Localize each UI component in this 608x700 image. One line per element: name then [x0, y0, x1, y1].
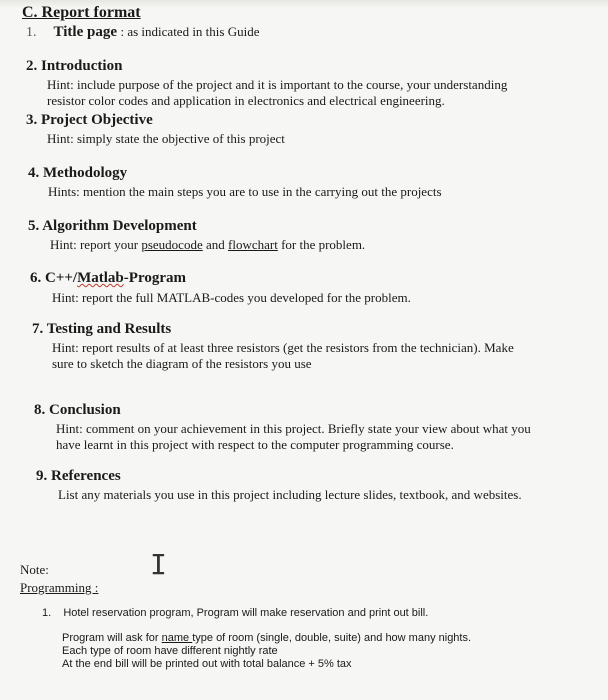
- item-label: Project Objective: [41, 112, 153, 128]
- note-detail-line: At the end bill will be printed out with total balance + 5% tax: [62, 658, 352, 670]
- item-hint-line: Hint: report the full MATLAB-codes you developed for the problem.: [52, 290, 411, 305]
- section-title: C. Report format: [22, 4, 141, 21]
- item-number: 8.: [34, 402, 46, 418]
- note-label: Note:: [20, 562, 49, 577]
- task-title: Hotel reservation program, Program will make reservation and print out bill.: [63, 607, 429, 619]
- detail-text: Program will ask for: [62, 632, 162, 644]
- item-hint-line: Hint: report results of at least three resistors (get the resistors from the technician). Make: [52, 340, 514, 355]
- item-number: 2.: [26, 58, 38, 74]
- item-hint-line: have learnt in this project with respect to the computer programming course.: [56, 437, 454, 452]
- item-number: 6.: [30, 270, 42, 286]
- item-hint: : as indicated in this Guide: [120, 24, 260, 39]
- item-label: Conclusion: [49, 402, 121, 418]
- item-testing: [32, 321, 171, 338]
- item-hint-line: [50, 237, 365, 252]
- item-hint-line: sure to sketch the diagram of the resistors you use: [52, 356, 312, 371]
- note-detail-line: [62, 632, 471, 644]
- task-number: 1.: [42, 607, 52, 619]
- item-hint-line: resistor color codes and application in electronics and electrical engineering.: [47, 93, 445, 108]
- hint-pseudocode: pseudocode: [141, 237, 203, 252]
- item-hint-line: Hint: comment on your achievement in this project. Briefly state your view about what you: [56, 421, 531, 436]
- detail-text: type of room (single, double, suite) and how many nights.: [192, 632, 472, 644]
- hint-text: Hint: report your: [50, 237, 142, 252]
- hint-text: and: [202, 237, 228, 252]
- item-objective: [26, 112, 153, 129]
- note-task: [42, 607, 428, 619]
- item-hint-line: Hints: mention the main steps you are to use in the carrying out the projects: [48, 184, 442, 199]
- item-number: 9.: [36, 468, 48, 484]
- item-label: Methodology: [43, 165, 128, 181]
- item-hint-line: Hint: simply state the objective of this project: [47, 131, 285, 146]
- item-number: 5.: [28, 218, 40, 234]
- item-conclusion: [34, 402, 121, 419]
- hint-flowchart: flowchart: [228, 237, 278, 252]
- text-cursor-icon: I: [150, 548, 167, 581]
- item-label: Title page: [53, 24, 117, 40]
- item-methodology: [28, 165, 127, 182]
- detail-name: name: [161, 632, 193, 644]
- item-program: [30, 270, 186, 287]
- item-hint-line: List any materials you use in this project including lecture slides, textbook, and websites.: [58, 487, 522, 502]
- hint-text: for the problem.: [277, 237, 366, 252]
- item-references: [36, 468, 121, 485]
- item-label-prefix: C++/: [45, 270, 78, 286]
- item-label: Algorithm Development: [42, 218, 197, 234]
- item-hint-line: Hint: include purpose of the project and it is important to the course, your understanding: [47, 77, 508, 92]
- item-label-suffix: -Program: [123, 270, 186, 286]
- note-programming: Programming :: [20, 580, 99, 595]
- item-introduction: [26, 58, 122, 75]
- item-number: 3.: [26, 112, 38, 128]
- item-title-page: [26, 24, 260, 41]
- item-number: 4.: [28, 165, 40, 181]
- item-label: Testing and Results: [46, 321, 172, 337]
- note-detail-line: Each type of room have different nightly rate: [62, 645, 278, 657]
- item-number: 1.: [26, 25, 37, 40]
- item-label-matlab: Matlab: [77, 270, 124, 286]
- item-algorithm: [28, 218, 197, 235]
- item-label: References: [51, 468, 121, 484]
- item-label: Introduction: [41, 58, 123, 74]
- item-number: 7.: [32, 321, 44, 337]
